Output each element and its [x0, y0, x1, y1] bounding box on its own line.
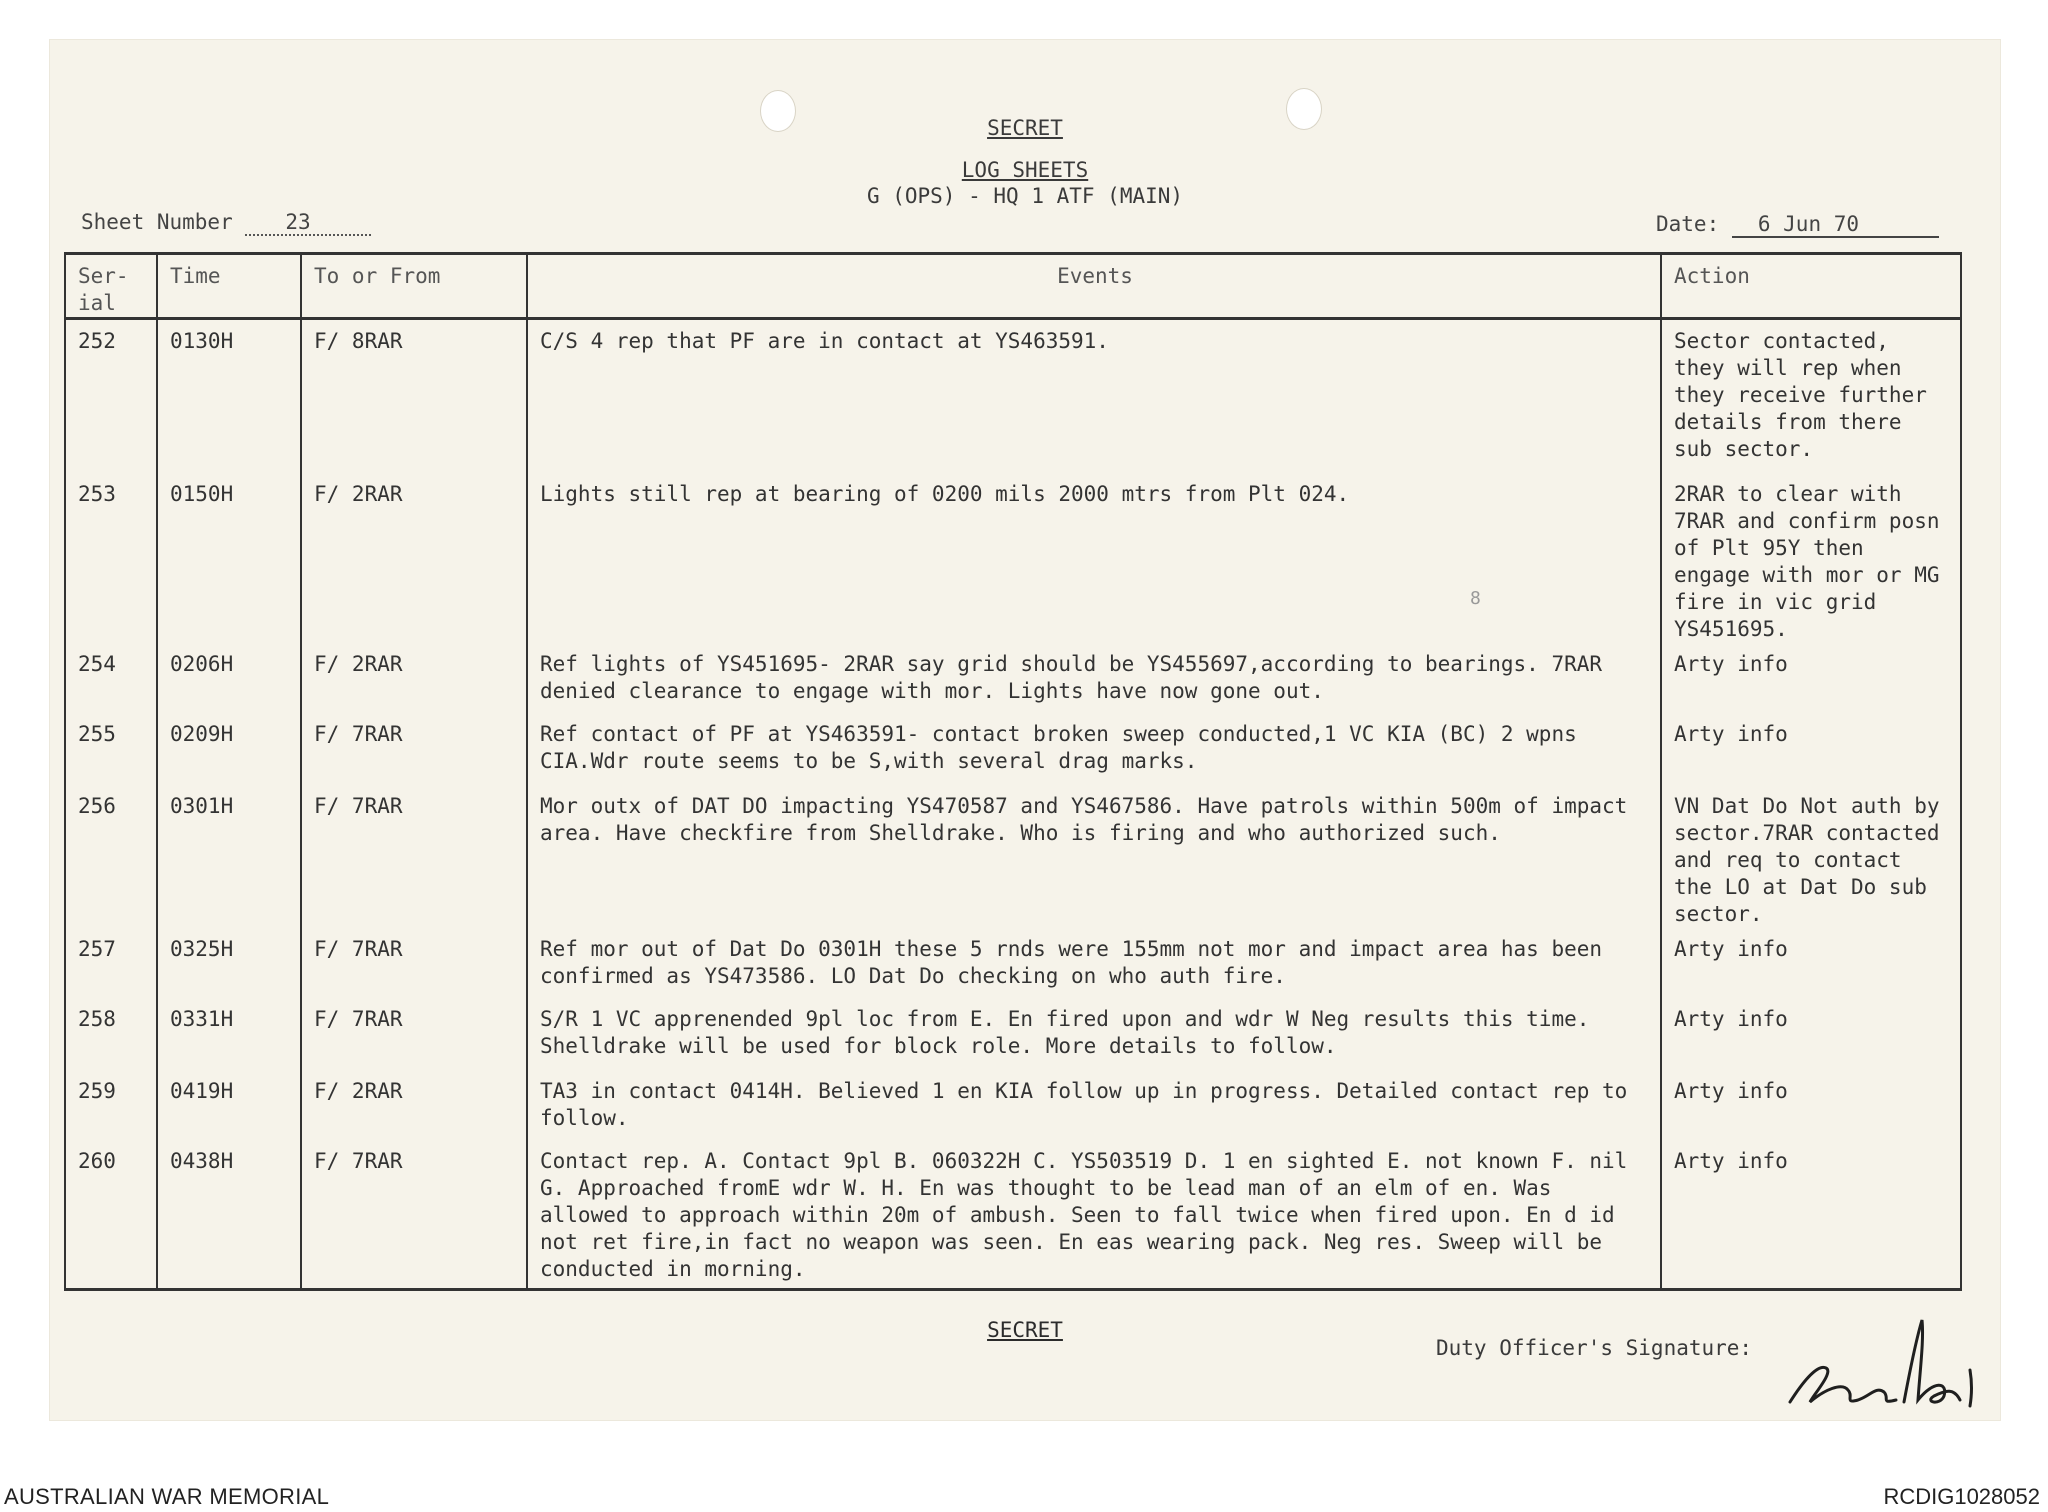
col-time: Time [157, 254, 301, 319]
table-row [65, 1070, 1961, 1140]
time-cell: 0325H [157, 928, 301, 998]
time-cell: 0209H [157, 713, 301, 785]
table-row [65, 1140, 1961, 1290]
sheet-number-label: Sheet Number [81, 210, 233, 234]
serial-cell: 258 [65, 998, 157, 1070]
event-cell: Contact rep. A. Contact 9pl B. 060322H C. YS503519 D. 1 en sighted E. not known F. nil G. Approached fromE wdr W. H. En was thought to be lead man of an elm of en. Was allowed to approach within 20m of ambush. Seen to fall twice when fired upon. En d id not ret fire,in fact no weapon was seen. En eas wearing pack. Neg res. Sweep will be conducted in morning. [527, 1140, 1661, 1290]
time-cell: 0331H [157, 998, 301, 1070]
table-row [65, 319, 1961, 473]
event-cell: Mor outx of DAT DO impacting YS470587 and YS467586. Have patrols within 500m of impact area. Have checkfire from Shelldrake. Who is firing and who authorized such. [527, 785, 1661, 928]
col-to-from: To or From [301, 254, 527, 319]
classification-top: SECRET [987, 116, 1063, 140]
event-cell: S/R 1 VC apprenended 9pl loc from E. En fired upon and wdr W Neg results this time. Shelldrake will be used for block role. More details to follow. [527, 998, 1661, 1070]
to-from-cell: F/ 7RAR [301, 713, 527, 785]
to-from-cell: F/ 7RAR [301, 928, 527, 998]
serial-cell: 254 [65, 643, 157, 713]
time-cell: 0438H [157, 1140, 301, 1290]
action-cell: Arty info [1661, 713, 1961, 785]
document-title: LOG SHEETS [961, 158, 1089, 182]
date-field [1656, 212, 1939, 238]
table-row [65, 713, 1961, 785]
action-cell: Arty info [1661, 1140, 1961, 1290]
sheet-number-value: 23 [245, 210, 370, 236]
stray-mark: 8 [1470, 588, 1481, 609]
action-cell: Sector contacted, they will rep when they receive further details from there sub sector. [1661, 319, 1961, 473]
event-cell: TA3 in contact 0414H. Believed 1 en KIA follow up in progress. Detailed contact rep to follow. [527, 1070, 1661, 1140]
to-from-cell: F/ 2RAR [301, 473, 527, 643]
time-cell: 0419H [157, 1070, 301, 1140]
event-cell: C/S 4 rep that PF are in contact at YS463591. [527, 319, 1661, 473]
table-row [65, 473, 1961, 643]
event-cell: Lights still rep at bearing of 0200 mils 2000 mtrs from Plt 024. [527, 473, 1661, 643]
time-cell: 0150H [157, 473, 301, 643]
event-cell: Ref contact of PF at YS463591- contact broken sweep conducted,1 VC KIA (BC) 2 wpns CIA.Wdr route seems to be S,with several drag marks. [527, 713, 1661, 785]
time-cell: 0130H [157, 319, 301, 473]
classification-bottom-text: SECRET [987, 1318, 1063, 1342]
serial-cell: 257 [65, 928, 157, 998]
table-row [65, 643, 1961, 713]
to-from-cell: F/ 7RAR [301, 1140, 527, 1290]
action-cell: Arty info [1661, 998, 1961, 1070]
to-from-cell: F/ 2RAR [301, 643, 527, 713]
sheet-number [81, 210, 371, 236]
action-cell: 2RAR to clear with 7RAR and confirm posn of Plt 95Y then engage with mor or MG fire in vic grid YS451695. [1661, 473, 1961, 643]
to-from-cell: F/ 8RAR [301, 319, 527, 473]
handwritten-signature [1784, 1310, 1984, 1420]
date-label: Date: [1656, 212, 1720, 236]
date-value: 6 Jun 70 [1732, 212, 1939, 238]
col-events: Events [527, 254, 1661, 319]
table-row [65, 928, 1961, 998]
to-from-cell: F/ 2RAR [301, 1070, 527, 1140]
archive-credit: AUSTRALIAN WAR MEMORIAL [4, 1484, 330, 1509]
serial-cell: 256 [65, 785, 157, 928]
action-cell: Arty info [1661, 1070, 1961, 1140]
table-header-row [65, 254, 1961, 319]
action-cell: Arty info [1661, 643, 1961, 713]
serial-cell: 252 [65, 319, 157, 473]
table-row [65, 998, 1961, 1070]
action-cell: VN Dat Do Not auth by sector.7RAR contacted and req to contact the LO at Dat Do sub sector. [1661, 785, 1961, 928]
serial-cell: 259 [65, 1070, 157, 1140]
col-serial: Ser-ial [65, 254, 157, 319]
document-sheet [50, 40, 2000, 1420]
time-cell: 0301H [157, 785, 301, 928]
duty-officer-label: Duty Officer's Signature: [1436, 1336, 1753, 1360]
serial-cell: 255 [65, 713, 157, 785]
serial-cell: 253 [65, 473, 157, 643]
action-cell: Arty info [1661, 928, 1961, 998]
to-from-cell: F/ 7RAR [301, 998, 527, 1070]
unit-heading: G (OPS) - HQ 1 ATF (MAIN) [866, 184, 1184, 208]
time-cell: 0206H [157, 643, 301, 713]
event-cell: Ref lights of YS451695- 2RAR say grid should be YS455697,according to bearings. 7RAR denied clearance to engage with mor. Lights have now gone out. [527, 643, 1661, 713]
table-row [65, 785, 1961, 928]
col-action: Action [1661, 254, 1961, 319]
serial-cell: 260 [65, 1140, 157, 1290]
to-from-cell: F/ 7RAR [301, 785, 527, 928]
log-table [64, 252, 1962, 1291]
archive-reference: RCDIG1028052 [1883, 1484, 2040, 1509]
event-cell: Ref mor out of Dat Do 0301H these 5 rnds were 155mm not mor and impact area has been confirmed as YS473586. LO Dat Do checking on who auth fire. [527, 928, 1661, 998]
